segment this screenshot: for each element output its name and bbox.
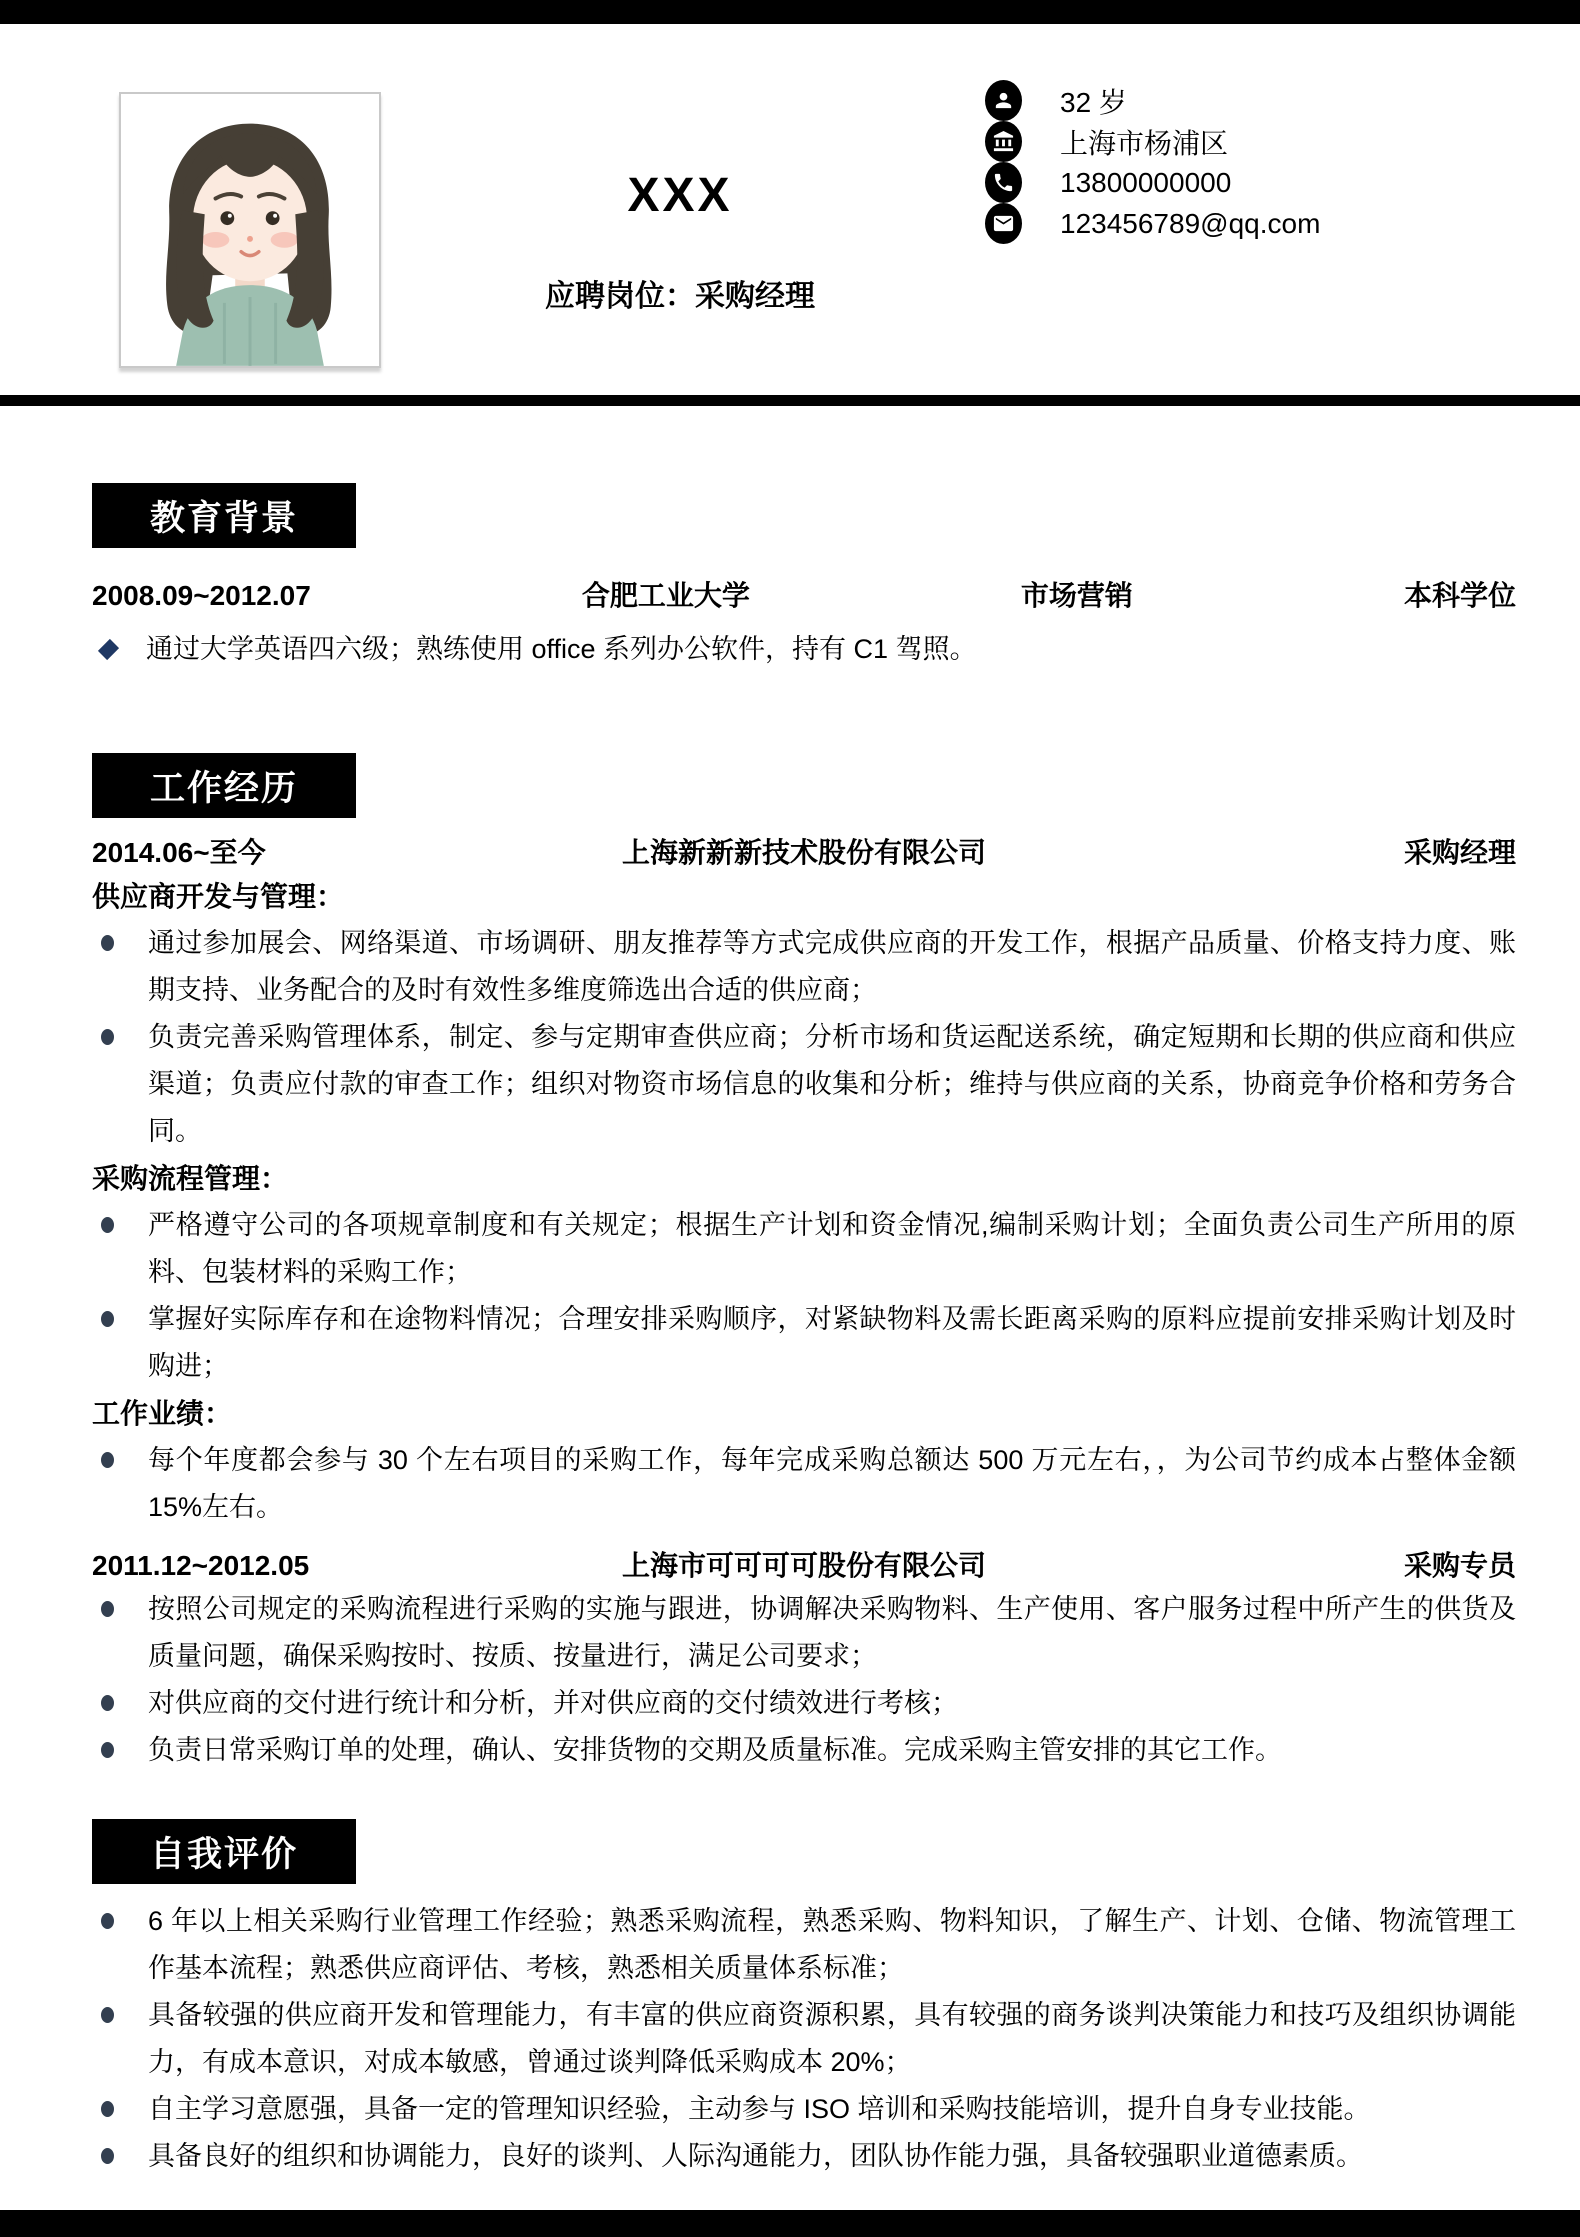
resume-content (92, 406, 1516, 2180)
bullet-text: 每个年度都会参与 30 个左右项目的采购工作，每年完成采购总额达 500 万元左右，，为公司节约成本占整体金额 15%左右。 (148, 1445, 1516, 1522)
dot-bullet-icon (101, 1452, 114, 1468)
bullet-text: 负责日常采购订单的处理，确认、安排货物的交期及质量标准。完成采购主管安排的其它工作。 (148, 1735, 1282, 1765)
bottom-accent-bar (0, 2210, 1580, 2237)
resume-header (0, 24, 1580, 395)
job-role: 采购专员 (1403, 1550, 1516, 1581)
dot-bullet-icon (101, 1217, 114, 1233)
job-bullet (92, 1014, 1516, 1155)
bullet-text: 按照公司规定的采购流程进行采购的实施与跟进，协调解决采购物料、生产使用、客户服务过程中所产生的供货及质量问题，确保采购按时、按质、按量进行，满足公司要求； (148, 1594, 1516, 1671)
bank-icon (985, 121, 1022, 162)
job-bullet (92, 1727, 1516, 1774)
bullet-text: 负责完善采购管理体系，制定、参与定期审查供应商；分析市场和货运配送系统，确定短期和长期的供应商和供应渠道；负责应付款的审查工作；组织对物资市场信息的收集和分析；维持与供应商的关系，协商竞争价格和劳务合同。 (148, 1022, 1516, 1146)
bullet-text: 6 年以上相关采购行业管理工作经验；熟悉采购流程，熟悉采购、物料知识，了解生产、计划、仓储、物流管理工作基本流程；熟悉供应商评估、考核，熟悉相关质量体系标准； (148, 1906, 1516, 1983)
dot-bullet-icon (101, 1601, 114, 1617)
job-row (92, 1546, 1516, 1586)
dot-bullet-icon (101, 1311, 114, 1327)
contact-item-email (985, 203, 1320, 244)
dot-bullet-icon (101, 935, 114, 951)
job-group-heading: 供应商开发与管理： (92, 881, 345, 912)
edu-degree: 本科学位 (1403, 580, 1516, 611)
evaluation-bullet (92, 2133, 1516, 2180)
education-row (92, 578, 1516, 614)
job-period: 2014.06~至今 (92, 837, 266, 868)
bullet-text: 自主学习意愿强，具备一定的管理知识经验，主动参与 ISO 培训和采购技能培训，提升自身专业技能。 (148, 2094, 1371, 2124)
section-title-education: 教育背景 (92, 483, 356, 548)
evaluation-list (92, 1898, 1516, 2180)
section-work (92, 753, 1516, 1774)
bullet-text: 具备良好的组织和协调能力，良好的谈判、人际沟通能力，团队协作能力强，具备较强职业道德素质。 (148, 2141, 1363, 2171)
contact-value: 上海市杨浦区 (1060, 127, 1229, 159)
bullet-text: 严格遵守公司的各项规章制度和有关规定；根据生产计划和资金情况,编制采购计划；全面负责公司生产所用的原料、包装材料的采购工作； (148, 1210, 1516, 1287)
dot-bullet-icon (101, 1742, 114, 1758)
contact-value: 32 岁 (1060, 86, 1127, 118)
profile-photo (119, 92, 381, 368)
top-accent-bar (0, 0, 1580, 24)
job-row (92, 833, 1516, 873)
edu-school: 合肥工业大学 (581, 580, 750, 611)
job-company: 上海新新新技术股份有限公司 (621, 837, 986, 868)
contact-item-location (985, 121, 1320, 162)
header-divider-bar (0, 395, 1580, 406)
dot-bullet-icon (101, 2101, 114, 2117)
candidate-name: XXX (627, 169, 733, 222)
job-bullet (92, 1586, 1516, 1680)
phone-icon (985, 162, 1022, 203)
evaluation-bullet (92, 1992, 1516, 2086)
contact-value: 123456789@qq.com (1060, 207, 1321, 239)
name-block (430, 24, 930, 314)
dot-bullet-icon (101, 2148, 114, 2164)
contact-item-phone (985, 162, 1320, 203)
job-bullet (92, 1296, 1516, 1390)
job-bullet (92, 920, 1516, 1014)
dot-bullet-icon (101, 1695, 114, 1711)
edu-note-text: 通过大学英语四六级；熟练使用 office 系列办公软件，持有 C1 驾照。 (146, 634, 977, 664)
job-bullet (92, 1680, 1516, 1727)
edu-period: 2008.09~2012.07 (92, 580, 311, 611)
job-group-heading: 采购流程管理： (92, 1163, 289, 1194)
contact-item-age (985, 80, 1320, 121)
job-bullet (92, 1202, 1516, 1296)
section-title-work: 工作经历 (92, 753, 356, 818)
bullet-text: 对供应商的交付进行统计和分析，并对供应商的交付绩效进行考核； (148, 1688, 958, 1718)
job-bullet (92, 1437, 1516, 1531)
target-position: 应聘岗位：采购经理 (545, 280, 815, 313)
bullet-text: 具备较强的供应商开发和管理能力，有丰富的供应商资源积累，具有较强的商务谈判决策能力和技巧及组织协调能力，有成本意识，对成本敏感，曾通过谈判降低采购成本 20%； (148, 2000, 1516, 2077)
job-period: 2011.12~2012.05 (92, 1550, 310, 1581)
bullet-text: 掌握好实际库存和在途物料情况；合理安排采购顺序，对紧缺物料及需长距离采购的原料应提前安排采购计划及时购进； (148, 1304, 1516, 1381)
section-title-self-evaluation: 自我评价 (92, 1819, 356, 1884)
person-icon (985, 80, 1022, 121)
section-self-evaluation (92, 1819, 1516, 2180)
job-company: 上海市可可可可股份有限公司 (621, 1550, 986, 1581)
dot-bullet-icon (101, 2007, 114, 2023)
contact-block (985, 80, 1320, 244)
edu-major: 市场营销 (1020, 580, 1133, 611)
diamond-bullet-icon (98, 639, 119, 660)
section-education (92, 483, 1516, 673)
job-group-heading: 工作业绩： (92, 1398, 233, 1429)
evaluation-bullet (92, 1898, 1516, 1992)
bullet-text: 通过参加展会、网络渠道、市场调研、朋友推荐等方式完成供应商的开发工作，根据产品质量、价格支持力度、账期支持、业务配合的及时有效性多维度筛选出合适的供应商； (148, 928, 1516, 1005)
job-role: 采购经理 (1403, 837, 1516, 868)
contact-value: 13800000000 (1060, 166, 1232, 198)
dot-bullet-icon (101, 1029, 114, 1045)
dot-bullet-icon (101, 1913, 114, 1929)
evaluation-bullet (92, 2086, 1516, 2133)
girl-illustration-avatar (121, 94, 379, 366)
education-note (92, 626, 1516, 673)
email-icon (985, 203, 1022, 244)
